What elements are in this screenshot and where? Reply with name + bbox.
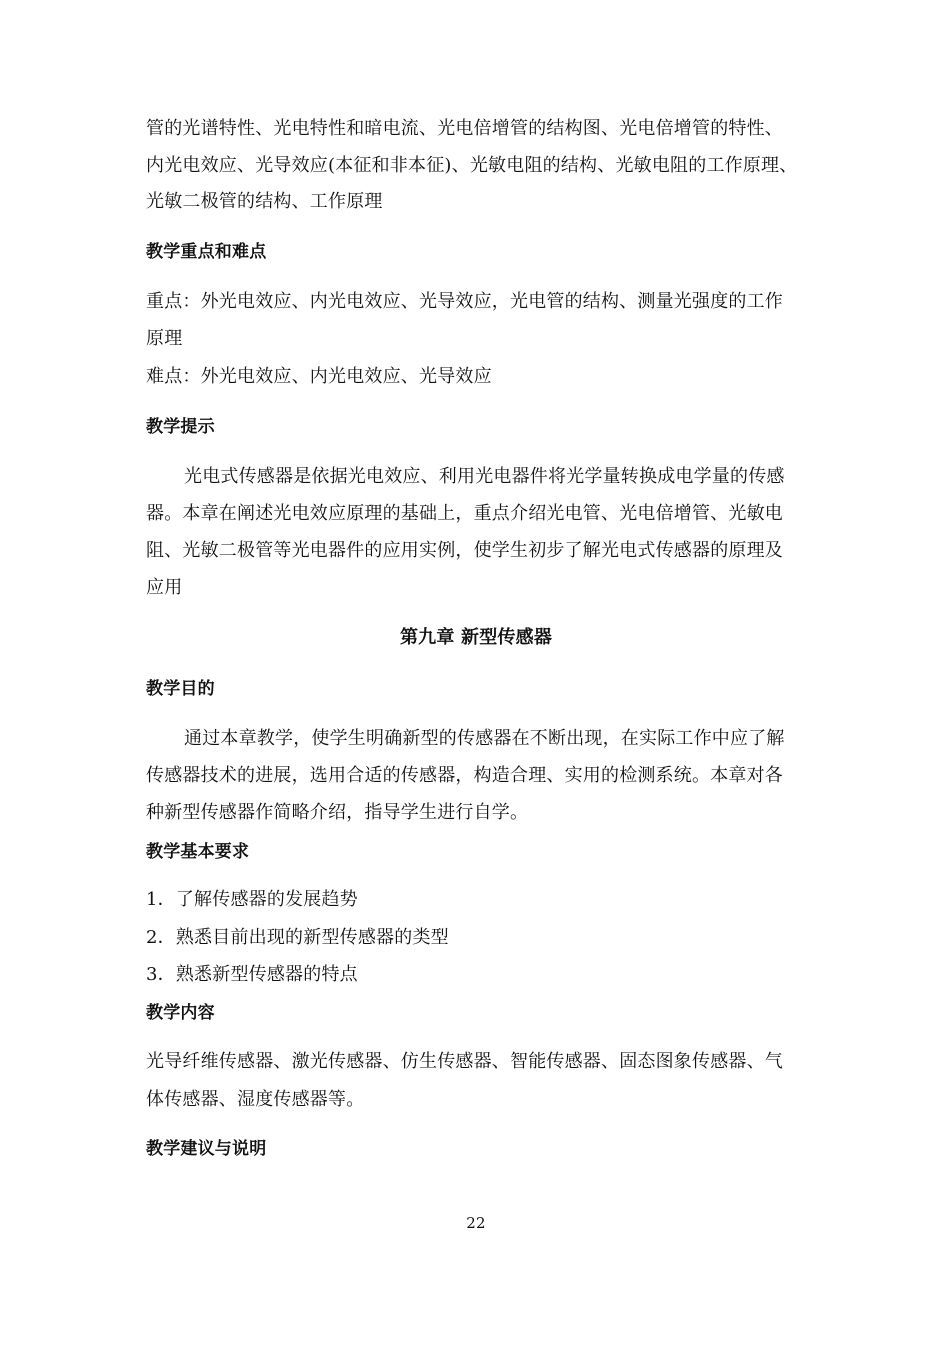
- body-text-line: 重点：外光电效应、内光电效应、光导效应，光电管的结构、测量光强度的工作: [146, 291, 783, 312]
- section-heading: 教学内容: [146, 1003, 215, 1023]
- list-item: 1．了解传感器的发展趋势: [146, 889, 358, 910]
- body-text-line: 光敏二极管的结构、工作原理: [146, 191, 383, 212]
- section-heading: 教学建议与说明: [146, 1139, 267, 1159]
- body-text-line: 阻、光敏二极管等光电器件的应用实例，使学生初步了解光电式传感器的原理及: [146, 540, 783, 561]
- body-text-line: 原理: [146, 328, 183, 349]
- body-text-line: 内光电效应、光导效应(本征和非本征)、光敏电阻的结构、光敏电阻的工作原理、: [146, 155, 798, 176]
- chapter-title: 第九章 新型传感器: [399, 627, 553, 648]
- section-heading: 教学重点和难点: [146, 242, 267, 262]
- page-number: 22: [466, 1214, 486, 1232]
- body-text-line: 难点：外光电效应、内光电效应、光导效应: [146, 366, 492, 387]
- body-text-line: 光导纤维传感器、激光传感器、仿生传感器、智能传感器、固态图象传感器、气: [146, 1051, 783, 1072]
- list-item: 2．熟悉目前出现的新型传感器的类型: [146, 927, 449, 948]
- body-text-line: 应用: [146, 577, 183, 598]
- body-text-line: 管的光谱特性、光电特性和暗电流、光电倍增管的结构图、光电倍增管的特性、: [146, 118, 783, 139]
- body-text-line: 体传感器、湿度传感器等。: [146, 1089, 365, 1110]
- body-text-line: 传感器技术的进展，选用合适的传感器，构造合理、实用的检测系统。本章对各: [146, 765, 783, 786]
- body-text-line: 通过本章教学，使学生明确新型的传感器在不断出现，在实际工作中应了解: [184, 728, 785, 749]
- section-heading: 教学目的: [146, 679, 215, 699]
- body-text-line: 光电式传感器是依据光电效应、利用光电器件将光学量转换成电学量的传感: [184, 466, 785, 487]
- section-heading: 教学基本要求: [146, 842, 250, 862]
- body-text-line: 种新型传感器作简略介绍，指导学生进行自学。: [146, 802, 529, 823]
- section-heading: 教学提示: [146, 417, 215, 437]
- body-text-line: 器。本章在阐述光电效应原理的基础上，重点介绍光电管、光电倍增管、光敏电: [146, 503, 783, 524]
- list-item: 3．熟悉新型传感器的特点: [146, 964, 358, 985]
